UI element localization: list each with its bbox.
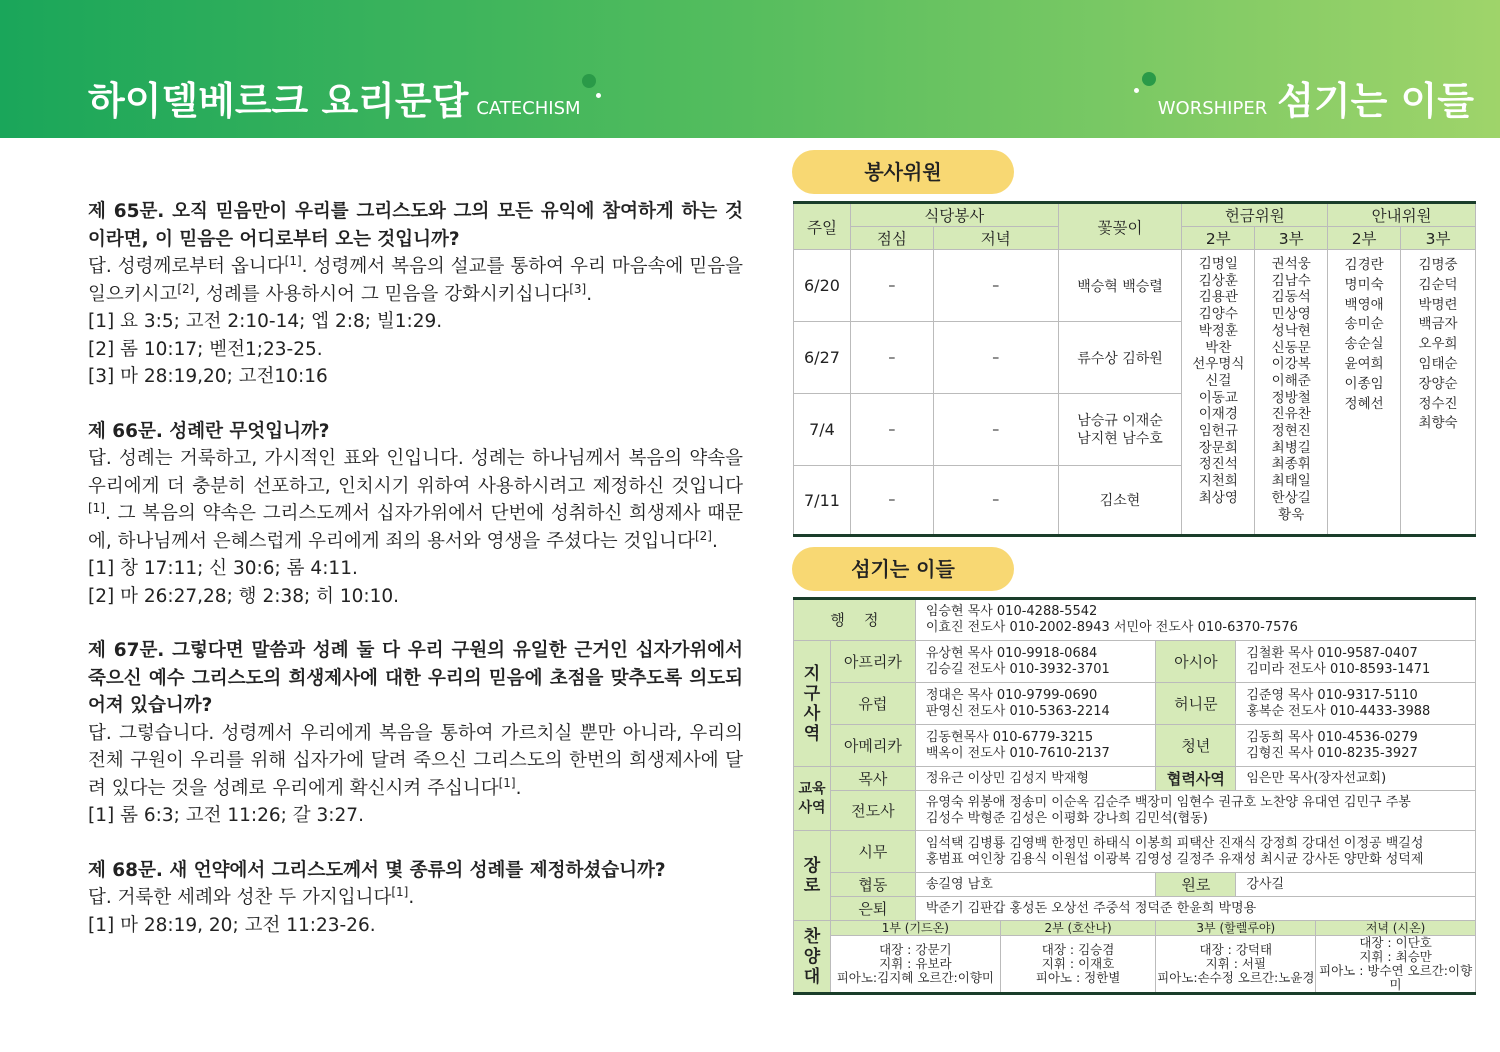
header-lunch: 점심 xyxy=(850,227,933,250)
cooperation-label: 협력사역 xyxy=(1156,767,1236,791)
dinner-cell: – xyxy=(933,466,1058,536)
header-offering: 헌금위원 xyxy=(1182,203,1328,227)
admin-label: 행 정 xyxy=(794,599,916,641)
question-66: 제 66문. 성례란 무엇입니까? xyxy=(88,420,330,442)
pastor-value: 정유근 이상민 김성지 박재형 xyxy=(915,767,1156,791)
lunch-cell: – xyxy=(850,250,933,322)
worshiper-heading xyxy=(1158,70,1474,125)
youth-label: 청년 xyxy=(1156,725,1236,767)
date-cell: 6/27 xyxy=(794,322,851,394)
dinner-cell: – xyxy=(933,322,1058,394)
evangelist-label: 전도사 xyxy=(830,791,915,831)
serving-people-table xyxy=(793,597,1476,995)
africa-value: 유상현 목사 010-9918-0684 김승길 전도사 010-3932-3701 xyxy=(915,641,1156,683)
dinner-cell: – xyxy=(933,250,1058,322)
guide-3-names: 김명중 김순덕 박명련 백금자 오우희 임태순 장양순 정수진 최향숙 xyxy=(1401,250,1476,536)
choir-2-name: 2부 (호산나) xyxy=(1000,921,1156,936)
active-label: 시무 xyxy=(830,831,915,873)
dinner-cell: – xyxy=(933,394,1058,466)
header-guide: 안내위원 xyxy=(1328,203,1476,227)
evangelist-value: 유영숙 위봉애 정송미 이순옥 김순주 백장미 임현수 권규호 노찬양 유대연 김민구 주봉 김성수 박형준 김성은 이평화 강나희 김민석(협동) xyxy=(915,791,1475,831)
green-dot-icon xyxy=(1142,72,1156,86)
honorary-value: 강사길 xyxy=(1236,873,1476,897)
flower-cell: 김소현 xyxy=(1058,466,1182,536)
table-row xyxy=(794,250,1476,322)
choir-1-body: 대장 : 강문기 지휘 : 유보라 피아노:김지혜 오르간:이향미 xyxy=(830,936,1000,994)
choir-label: 찬 양 대 xyxy=(794,921,831,994)
service-committee-pill: 봉사위원 xyxy=(792,150,1014,194)
associate-value: 송길영 남호 xyxy=(915,873,1156,897)
catechism-body xyxy=(88,198,743,939)
service-committee-table xyxy=(793,201,1476,537)
lunch-cell: – xyxy=(850,466,933,536)
ref-65-3: [3] 마 28:19,20; 고전10:16 xyxy=(88,366,328,387)
header-offering-3: 3부 xyxy=(1255,227,1328,250)
choir-2-body: 대장 : 김승겸 지휘 : 이재호 피아노 : 정한별 xyxy=(1000,936,1156,994)
ref-66-1: [1] 창 17:11; 신 30:6; 롬 4:11. xyxy=(88,558,358,579)
education-label: 교육 사역 xyxy=(794,767,831,831)
ref-65-2: [2] 롬 10:17; 벧전1;23-25. xyxy=(88,338,323,360)
white-dot-icon xyxy=(596,93,601,98)
admin-value: 임승현 목사 010-4288-5542 이효진 전도사 010-2002-8943 서민아 전도사 010-6370-7576 xyxy=(915,599,1475,641)
offering-2-names: 김명일 김상훈 김용관 김양수 박정훈 박찬 선우명식 신걸 이동교 이재경 임헌규 장문희 정진석 지천희 최상영 xyxy=(1182,250,1255,536)
date-cell: 6/20 xyxy=(794,250,851,322)
lunch-cell: – xyxy=(850,322,933,394)
answer-65: 답. 성령께로부터 옵니다[1]. 성령께서 복음의 설교를 통하여 우리 마음속에 믿음을 일으키시고[2], 성례를 사용하시어 그 믿음을 강화시키십니다[3]. xyxy=(88,253,743,305)
worshiper-subtitle: WORSHIPER xyxy=(1157,98,1268,119)
america-label: 아메리카 xyxy=(830,725,915,767)
white-dot-icon xyxy=(1134,88,1139,93)
header-flower: 꽃꽂이 xyxy=(1058,203,1182,250)
europe-value: 정대은 목사 010-9799-0690 판영신 전도사 010-5363-2214 xyxy=(915,683,1156,725)
question-68: 제 68문. 새 언약에서 그리스도께서 몇 종류의 성례를 제정하셨습니까? xyxy=(88,859,666,881)
america-value: 김동현목사 010-6779-3215 백옥이 전도사 010-7610-2137 xyxy=(915,725,1156,767)
retired-value: 박준기 김판갑 홍성돈 오상선 주중석 정덕준 한윤희 박명용 xyxy=(915,897,1475,921)
honeymoon-value: 김준영 목사 010-9317-5110 홍복순 전도사 010-4433-3988 xyxy=(1236,683,1476,725)
answer-68: 답. 거룩한 세례와 성찬 두 가지입니다[1]. xyxy=(88,884,415,908)
flower-cell: 남승규 이재순 남지현 남수호 xyxy=(1058,394,1182,466)
choir-4-body: 대장 : 이단호 지휘 : 최승만 피아노 : 방수연 오르간:이향미 xyxy=(1316,936,1476,994)
ref-68-1: [1] 마 28:19, 20; 고전 11:23-26. xyxy=(88,914,376,936)
offering-3-names: 권석웅 김남수 김동석 민상영 성낙현 신동문 이강복 이해준 정방철 진유찬 정현진 최병길 최종휘 최태일 한상길 황욱 xyxy=(1255,250,1328,536)
associate-label: 협동 xyxy=(830,873,915,897)
question-67: 제 67문. 그렇다면 말씀과 성례 둘 다 우리 구원의 유일한 근거인 십자가위에서 죽으신 예수 그리스도의 희생제사에 대한 우리의 믿음에 초점을 맞추도록 의도되어져 있습니까? xyxy=(88,640,743,716)
guide-2-names: 김경란 명미숙 백영애 송미순 송순실 윤여희 이종임 정혜선 xyxy=(1328,250,1401,536)
header-banner xyxy=(0,0,1500,138)
header-meal: 식당봉사 xyxy=(850,203,1058,227)
flower-cell: 백승혁 백승렬 xyxy=(1058,250,1182,322)
honorary-label: 원로 xyxy=(1156,873,1236,897)
header-guide-2: 2부 xyxy=(1328,227,1401,250)
date-cell: 7/4 xyxy=(794,394,851,466)
active-value: 임석택 김병룡 김영백 한정민 하태식 이봉희 피택산 진재식 강정희 강대선 이정공 백길성 홍범표 여인창 김용식 이원섭 이광복 김영성 길정주 유재성 최시균 강사돈 양만화 성덕제 xyxy=(915,831,1475,873)
catechism-title: 하이델베르크 요리문답 xyxy=(88,79,469,123)
green-dot-icon xyxy=(582,74,596,88)
question-65: 제 65문. 오직 믿음만이 우리를 그리스도와 그의 모든 유익에 참여하게 하는 것이라면, 이 믿음은 어디로부터 오는 것입니까? xyxy=(88,201,743,250)
asia-value: 김철환 목사 010-9587-0407 김미라 전도사 010-8593-1471 xyxy=(1236,641,1476,683)
header-dinner: 저녁 xyxy=(933,227,1058,250)
europe-label: 유럽 xyxy=(830,683,915,725)
answer-67: 답. 그렇습니다. 성령께서 우리에게 복음을 통하여 가르치실 뿐만 아니라, 우리의 전체 구원이 우리를 위해 십자가에 달려 죽으신 그리스도의 한번의 희생제사에 달려 있다는 것을 성례로 우리에게 확신시켜 주십니다[1]. xyxy=(88,722,743,799)
serving-people-pill: 섬기는 이들 xyxy=(792,547,1014,591)
district-label: 지 구 사 역 xyxy=(794,641,831,767)
header-offering-2: 2부 xyxy=(1182,227,1255,250)
header-guide-3: 3부 xyxy=(1401,227,1476,250)
date-cell: 7/11 xyxy=(794,466,851,536)
choir-4-name: 저녁 (시온) xyxy=(1316,921,1476,936)
ref-66-2: [2] 마 26:27,28; 행 2:38; 히 10:10. xyxy=(88,585,400,607)
catechism-subtitle: CATECHISM xyxy=(476,98,581,119)
africa-label: 아프리카 xyxy=(830,641,915,683)
asia-label: 아시아 xyxy=(1156,641,1236,683)
lunch-cell: – xyxy=(850,394,933,466)
ref-65-1: [1] 요 3:5; 고전 2:10-14; 엡 2:8; 빌1:29. xyxy=(88,311,443,332)
answer-66: 답. 성례는 거룩하고, 가시적인 표와 인입니다. 성례는 하나님께서 복음의 약속을 우리에게 더 충분히 선포하고, 인치시기 위하여 사용하시려고 제정하신 것입니다[1]. 그 복음의 약속은 그리스도께서 십자가위에서 단번에 성취하신 희생제사 때문에, 하나님께서 은혜스럽게 우리에게 죄의 용서와 영생을 주셨다는 것입니다[2]. xyxy=(88,448,743,552)
retired-label: 은퇴 xyxy=(830,897,915,921)
choir-3-body: 대장 : 강덕태 지휘 : 서필 피아노:손수정 오르간:노윤경 xyxy=(1156,936,1316,994)
pastor-label: 목사 xyxy=(830,767,915,791)
header-week: 주일 xyxy=(794,203,851,250)
ref-67-1: [1] 롬 6:3; 고전 11:26; 갈 3:27. xyxy=(88,805,364,826)
elders-label: 장 로 xyxy=(794,831,831,921)
youth-value: 김동희 목사 010-4536-0279 김형진 목사 010-8235-3927 xyxy=(1236,725,1476,767)
choir-3-name: 3부 (할렐루야) xyxy=(1156,921,1316,936)
catechism-heading xyxy=(88,70,581,125)
honeymoon-label: 허니문 xyxy=(1156,683,1236,725)
cooperation-value: 임은만 목사(장자선교회) xyxy=(1236,767,1476,791)
choir-1-name: 1부 (기드온) xyxy=(830,921,1000,936)
flower-cell: 류수상 김하원 xyxy=(1058,322,1182,394)
worshiper-title: 섬기는 이들 xyxy=(1277,79,1474,123)
